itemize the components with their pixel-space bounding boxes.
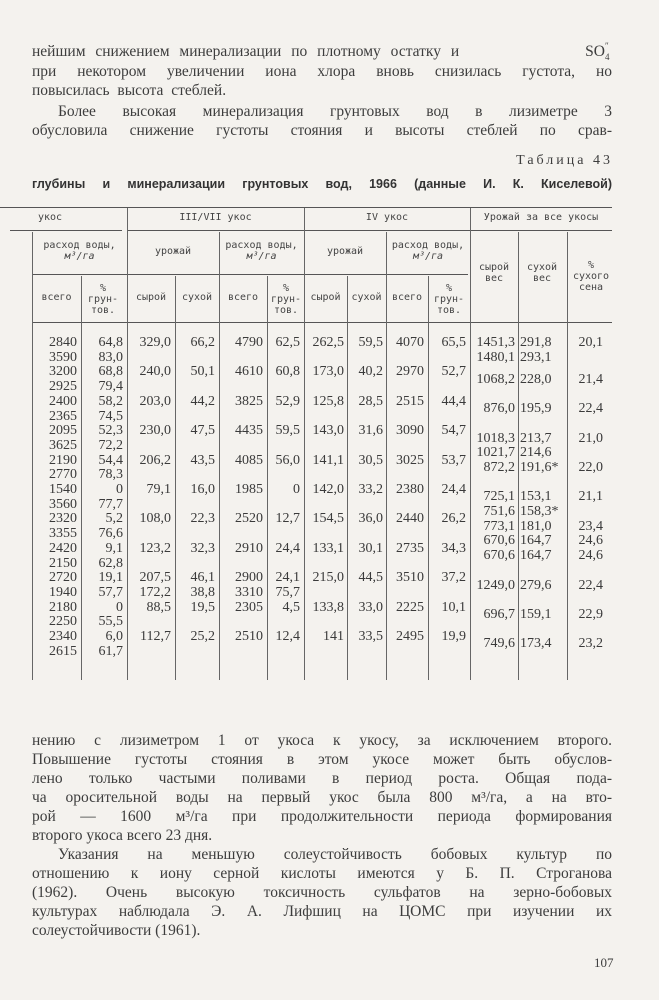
table-vline bbox=[518, 232, 519, 680]
cell-water-pct: 57,7 bbox=[98, 584, 123, 600]
text-line: лено только частыми поливами в период роста. Общая пода- bbox=[32, 770, 612, 787]
cell-cut3-dry: 25,2 bbox=[190, 629, 215, 644]
cell-cut3-dry: 38,8 bbox=[190, 584, 215, 600]
cell-cut3-raw: 112,7 bbox=[140, 629, 171, 644]
cell-cut4-dry: 31,6 bbox=[358, 423, 383, 439]
cell-cut3-raw: 172,2 bbox=[139, 584, 171, 600]
cell-cut4-water-total: 3090 bbox=[396, 423, 424, 439]
cell-total-dry-weight: 291,8 bbox=[520, 335, 552, 350]
cell-total-raw-weight: 1480,1 bbox=[476, 349, 515, 365]
cell-cut3-water-total: 3825 bbox=[235, 393, 263, 409]
cell-cut3-water-pct: 52,9 bbox=[275, 393, 300, 409]
cell-total-raw-weight: 749,6 bbox=[483, 636, 515, 652]
cell-cut3-raw: 206,2 bbox=[139, 452, 171, 468]
cell-cut3-raw: 79,1 bbox=[146, 482, 171, 497]
cell-cut3-water-total: 4435 bbox=[235, 423, 263, 439]
text-line: солеустойчивости (1961). bbox=[32, 922, 201, 939]
header-raw: сырой bbox=[135, 292, 167, 303]
cell-water-pct: 76,6 bbox=[98, 526, 123, 542]
cell-water-total: 2365 bbox=[49, 408, 77, 424]
cell-cut4-raw: 125,8 bbox=[312, 393, 344, 409]
cell-total-pct-dry-hay: 23,2 bbox=[578, 636, 603, 652]
cell-total-raw-weight: 725,1 bbox=[483, 489, 515, 505]
cell-total-dry-weight: 191,6* bbox=[520, 459, 559, 475]
cell-water-total: 2180 bbox=[49, 599, 77, 615]
cell-cut3-dry: 43,5 bbox=[190, 452, 215, 468]
cell-cut4-dry: 33,2 bbox=[358, 482, 383, 497]
formula-text: SO bbox=[585, 43, 605, 60]
cell-water-pct: 55,5 bbox=[98, 614, 123, 630]
cell-cut4-raw: 262,5 bbox=[312, 335, 344, 350]
cell-cut3-water-total: 2520 bbox=[235, 511, 263, 527]
cell-cut3-water-total: 1985 bbox=[235, 482, 263, 497]
cell-water-total: 3200 bbox=[49, 364, 77, 380]
cell-cut3-raw: 240,0 bbox=[139, 364, 171, 380]
cell-cut4-water-total: 2495 bbox=[396, 629, 424, 644]
cell-cut3-water-pct: 24,1 bbox=[275, 570, 300, 586]
cell-water-total: 2340 bbox=[49, 629, 77, 644]
cell-total-dry-weight: 214,6 bbox=[520, 445, 552, 461]
text-line: второго укоса всего 23 дня. bbox=[32, 827, 213, 844]
cell-cut3-water-total: 2305 bbox=[235, 599, 263, 615]
cell-water-pct: 62,8 bbox=[98, 555, 123, 571]
cell-cut3-raw: 108,0 bbox=[139, 511, 171, 527]
cell-total-raw-weight: 872,2 bbox=[483, 459, 515, 475]
cell-total-raw-weight: 1249,0 bbox=[476, 577, 515, 593]
header-dry-weight: сухой вес bbox=[526, 262, 558, 284]
header-text: расход воды, bbox=[391, 240, 465, 251]
cell-water-pct: 83,0 bbox=[98, 349, 123, 365]
header-pct-ground: % грун- тов. bbox=[270, 283, 302, 316]
text-line: отношению к иону серной кислоты имеются у Б. П. Строганова bbox=[32, 865, 612, 882]
table-vline bbox=[428, 276, 429, 680]
cell-cut3-water-pct: 75,7 bbox=[275, 584, 300, 600]
cell-cut3-water-pct: 60,8 bbox=[275, 364, 300, 380]
cell-cut3-raw: 230,0 bbox=[139, 423, 171, 439]
cell-cut3-water-pct: 62,5 bbox=[275, 335, 300, 350]
cell-water-total: 1540 bbox=[49, 482, 77, 497]
cell-total-dry-weight: 195,9 bbox=[520, 401, 552, 417]
cell-total-raw-weight: 696,7 bbox=[483, 606, 515, 622]
cell-cut3-water-pct: 0 bbox=[293, 482, 300, 497]
header-cut: укос bbox=[37, 212, 63, 223]
cell-water-pct: 6,0 bbox=[105, 629, 123, 644]
cell-cut4-water-total: 2515 bbox=[396, 393, 424, 409]
cell-cut4-water-pct: 52,7 bbox=[441, 364, 466, 380]
cell-total-pct-dry-hay: 24,6 bbox=[578, 548, 603, 564]
cell-total-dry-weight: 213,7 bbox=[520, 430, 552, 446]
cell-water-pct: 74,5 bbox=[98, 408, 123, 424]
cell-water-total: 3590 bbox=[49, 349, 77, 365]
cell-water-pct: 9,1 bbox=[105, 540, 123, 556]
cell-cut4-water-total: 3510 bbox=[396, 570, 424, 586]
cell-cut3-water-total: 4790 bbox=[235, 335, 263, 350]
cell-water-pct: 54,4 bbox=[98, 452, 123, 468]
cell-cut3-raw: 203,0 bbox=[139, 393, 171, 409]
cell-water-pct: 5,2 bbox=[105, 511, 123, 527]
cell-water-pct: 52,3 bbox=[98, 423, 123, 439]
cell-cut3-water-total: 2910 bbox=[235, 540, 263, 556]
cell-cut3-water-total: 4085 bbox=[235, 452, 263, 468]
cell-water-pct: 72,2 bbox=[98, 437, 123, 453]
cell-water-total: 2095 bbox=[49, 423, 77, 439]
cell-cut4-water-total: 2970 bbox=[396, 364, 424, 380]
header-unit: м³/га bbox=[246, 251, 277, 262]
cell-total-dry-weight: 164,7 bbox=[520, 548, 552, 564]
header-dry: сухой bbox=[351, 292, 382, 303]
cell-water-total: 2250 bbox=[49, 614, 77, 630]
text-line: Повышение густоты стояния в этом укосе может быть обуслов- bbox=[32, 751, 612, 768]
text-line bbox=[32, 42, 612, 61]
cell-cut4-dry: 33,5 bbox=[358, 629, 383, 644]
cell-cut4-water-pct: 44,4 bbox=[441, 393, 466, 409]
header-total: всего bbox=[391, 292, 423, 303]
cell-total-dry-weight: 153,1 bbox=[520, 489, 552, 505]
cell-total-dry-weight: 159,1 bbox=[520, 606, 552, 622]
cell-total-raw-weight: 670,6 bbox=[483, 548, 515, 564]
cell-total-dry-weight: 279,6 bbox=[520, 577, 552, 593]
table-vline bbox=[567, 232, 568, 680]
cell-cut3-dry: 50,1 bbox=[190, 364, 215, 380]
text-line-body: нейшим снижением минерализации по плотному остатку и bbox=[32, 43, 460, 60]
cell-total-raw-weight: 876,0 bbox=[483, 401, 515, 417]
cell-total-pct-dry-hay: 20,1 bbox=[578, 335, 603, 350]
text-line: нению с лизиметром 1 от укоса к укосу, за исключением второго. bbox=[32, 732, 612, 749]
cell-water-total: 3560 bbox=[49, 496, 77, 512]
cell-total-raw-weight: 1068,2 bbox=[476, 371, 515, 387]
table-caption: глубины и минерализации грунтовых вод, 1966 (данные И. К. Киселевой) bbox=[32, 177, 612, 191]
cell-water-total: 2320 bbox=[49, 511, 77, 527]
cell-cut3-raw: 123,2 bbox=[139, 540, 171, 556]
cell-water-pct: 79,4 bbox=[98, 379, 123, 395]
cell-water-pct: 19,1 bbox=[98, 570, 123, 586]
text-line: обусловила снижение густоты стояния и высоты стеблей по срав- bbox=[32, 122, 612, 139]
cell-cut4-water-total: 2440 bbox=[396, 511, 424, 527]
cell-cut3-water-pct: 59,5 bbox=[275, 423, 300, 439]
cell-cut3-water-pct: 12,7 bbox=[275, 511, 300, 527]
cell-water-pct: 64,8 bbox=[98, 335, 123, 350]
cell-water-pct: 77,7 bbox=[98, 496, 123, 512]
header-unit: м³/га bbox=[64, 251, 95, 262]
cell-cut3-water-total: 2510 bbox=[235, 629, 263, 644]
cell-cut3-raw: 207,5 bbox=[139, 570, 171, 586]
cell-water-pct: 78,3 bbox=[98, 467, 123, 483]
table-vline bbox=[267, 276, 268, 680]
text-line: (1962). Очень высокую токсичность сульфатов на зерно-бобовых bbox=[32, 884, 612, 901]
cell-water-total: 3625 bbox=[49, 437, 77, 453]
cell-water-pct: 0 bbox=[116, 482, 123, 497]
cell-total-dry-weight: 228,0 bbox=[520, 371, 552, 387]
table-rule bbox=[32, 274, 468, 275]
cell-cut4-water-total: 3025 bbox=[396, 452, 424, 468]
cell-cut4-raw: 143,0 bbox=[312, 423, 344, 439]
table-rule bbox=[32, 322, 612, 323]
cell-cut4-water-pct: 26,2 bbox=[441, 511, 466, 527]
cell-cut4-water-pct: 19,9 bbox=[441, 629, 466, 644]
header-yield: урожай bbox=[154, 246, 192, 257]
cell-total-pct-dry-hay: 21,0 bbox=[578, 430, 603, 446]
cell-total-dry-weight: 158,3* bbox=[520, 504, 559, 520]
cell-cut3-dry: 22,3 bbox=[190, 511, 215, 527]
table-rule bbox=[0, 207, 612, 208]
cell-cut4-raw: 142,0 bbox=[312, 482, 344, 497]
header-dry: сухой bbox=[181, 292, 213, 303]
header-total: всего bbox=[227, 292, 259, 303]
cell-cut4-water-pct: 65,5 bbox=[441, 335, 466, 350]
header-water-use bbox=[32, 240, 127, 262]
text-line: ча оросительной воды на первый укос была 800 м³/га, а на вто- bbox=[32, 789, 612, 806]
header-cut-3-7: III/VII укос bbox=[179, 212, 252, 223]
cell-cut4-water-pct: 53,7 bbox=[441, 452, 466, 468]
cell-total-dry-weight: 293,1 bbox=[520, 349, 552, 365]
header-yield: урожай bbox=[326, 246, 364, 257]
cell-cut4-dry: 30,5 bbox=[358, 452, 383, 468]
cell-cut4-raw: 133,8 bbox=[312, 599, 344, 615]
cell-water-total: 2400 bbox=[49, 393, 77, 409]
cell-cut4-dry: 33,0 bbox=[358, 599, 383, 615]
cell-total-pct-dry-hay: 21,4 bbox=[578, 371, 603, 387]
table-vline bbox=[175, 276, 176, 680]
cell-cut4-raw: 154,5 bbox=[312, 511, 344, 527]
cell-total-pct-dry-hay: 23,4 bbox=[578, 518, 603, 534]
cell-cut3-raw: 88,5 bbox=[146, 599, 171, 615]
header-text: расход воды, bbox=[225, 240, 298, 251]
cell-total-raw-weight: 773,1 bbox=[483, 518, 515, 534]
cell-cut4-raw: 133,1 bbox=[312, 540, 344, 556]
cell-cut4-water-pct: 24,4 bbox=[441, 482, 466, 497]
header-raw: сырой bbox=[310, 292, 341, 303]
table-rule bbox=[10, 230, 122, 231]
cell-total-pct-dry-hay: 22,0 bbox=[578, 459, 603, 475]
header-unit: м³/га bbox=[412, 251, 444, 262]
header-water-use bbox=[219, 240, 304, 262]
cell-cut4-raw: 141,1 bbox=[312, 452, 344, 468]
text-line: при некотором увеличении иона хлора вновь снизилась густота, но bbox=[32, 63, 612, 80]
text-line: культурах наблюдала Э. А. Лифшиц на ЦОМС при изучении их bbox=[32, 903, 612, 920]
table-vline bbox=[304, 208, 305, 680]
header-all-cuts: Урожай за все укосы bbox=[483, 212, 599, 223]
cell-cut4-dry: 59,5 bbox=[358, 335, 383, 350]
formula-sub: 4 bbox=[605, 52, 610, 62]
cell-water-total: 2840 bbox=[49, 335, 77, 350]
cell-total-dry-weight: 164,7 bbox=[520, 533, 552, 549]
table-vline bbox=[81, 276, 82, 680]
cell-water-total: 3355 bbox=[49, 526, 77, 542]
cell-cut3-water-total: 3310 bbox=[235, 584, 263, 600]
table-vline bbox=[127, 208, 128, 680]
header-pct-dry-hay: % сухого сена bbox=[572, 260, 610, 293]
cell-cut3-dry: 32,3 bbox=[190, 540, 215, 556]
table-label: Таблица 43 bbox=[516, 153, 613, 168]
cell-water-total: 2420 bbox=[49, 540, 77, 556]
header-cut-4: IV укос bbox=[365, 212, 409, 223]
cell-cut4-dry: 28,5 bbox=[358, 393, 383, 409]
text-line: Указания на меньшую солеустойчивость бобовых культур по bbox=[58, 846, 612, 863]
header-raw-weight: сырой вес bbox=[478, 262, 510, 284]
cell-water-pct: 61,7 bbox=[98, 643, 123, 659]
cell-water-total: 2150 bbox=[49, 555, 77, 571]
cell-cut4-water-total: 2380 bbox=[396, 482, 424, 497]
cell-water-pct: 0 bbox=[116, 599, 123, 615]
cell-total-raw-weight: 670,6 bbox=[483, 533, 515, 549]
cell-water-pct: 58,2 bbox=[98, 393, 123, 409]
cell-total-pct-dry-hay: 21,1 bbox=[578, 489, 603, 505]
cell-cut4-water-pct: 34,3 bbox=[441, 540, 466, 556]
header-pct-ground: % грун- тов. bbox=[87, 283, 119, 316]
cell-water-total: 2720 bbox=[49, 570, 77, 586]
cell-cut3-dry: 47,5 bbox=[190, 423, 215, 439]
cell-total-raw-weight: 1018,3 bbox=[476, 430, 515, 446]
cell-cut3-dry: 44,2 bbox=[190, 393, 215, 409]
table-vline bbox=[470, 208, 471, 680]
cell-cut3-water-pct: 56,0 bbox=[275, 452, 300, 468]
cell-cut3-dry: 16,0 bbox=[190, 482, 215, 497]
cell-cut3-water-pct: 12,4 bbox=[275, 629, 300, 644]
cell-cut4-water-total: 4070 bbox=[396, 335, 424, 350]
cell-cut3-water-pct: 24,4 bbox=[275, 540, 300, 556]
cell-total-pct-dry-hay: 22,9 bbox=[578, 606, 603, 622]
cell-water-total: 2925 bbox=[49, 379, 77, 395]
table-rule bbox=[128, 230, 612, 231]
cell-cut4-dry: 44,5 bbox=[358, 570, 383, 586]
formula-sup: ″ bbox=[605, 41, 609, 51]
cell-cut3-raw: 329,0 bbox=[139, 335, 171, 350]
cell-cut4-water-pct: 54,7 bbox=[441, 423, 466, 439]
cell-cut4-dry: 40,2 bbox=[358, 364, 383, 380]
text-line: повысилась высота стеблей. bbox=[32, 82, 227, 99]
cell-cut4-water-pct: 10,1 bbox=[441, 599, 466, 615]
cell-cut4-dry: 36,0 bbox=[358, 511, 383, 527]
cell-total-pct-dry-hay: 22,4 bbox=[578, 577, 603, 593]
cell-water-total: 2190 bbox=[49, 452, 77, 468]
header-total: всего bbox=[41, 292, 72, 303]
header-text: расход воды, bbox=[43, 240, 116, 251]
cell-water-total: 1940 bbox=[49, 584, 77, 600]
cell-cut4-raw: 173,0 bbox=[312, 364, 344, 380]
page-number: 107 bbox=[594, 955, 614, 970]
header-pct-ground: % грун- тов. bbox=[433, 283, 465, 316]
cell-total-pct-dry-hay: 22,4 bbox=[578, 401, 603, 417]
cell-total-raw-weight: 751,6 bbox=[483, 504, 515, 520]
sulfate-formula bbox=[585, 42, 612, 61]
cell-cut3-water-pct: 4,5 bbox=[282, 599, 300, 615]
cell-cut4-water-total: 2225 bbox=[396, 599, 424, 615]
cell-water-total: 2770 bbox=[49, 467, 77, 483]
cell-cut3-water-total: 4610 bbox=[235, 364, 263, 380]
cell-total-raw-weight: 1021,7 bbox=[476, 445, 515, 461]
cell-cut4-water-pct: 37,2 bbox=[441, 570, 466, 586]
cell-cut4-dry: 30,1 bbox=[358, 540, 383, 556]
table-vline bbox=[347, 276, 348, 680]
text-line: рой — 1600 м³/га при продолжительности периода формирования bbox=[32, 808, 612, 825]
cell-total-dry-weight: 173,4 bbox=[520, 636, 552, 652]
text-line: Более высокая минерализация грунтовых вод в лизиметре 3 bbox=[58, 103, 612, 120]
cell-cut3-water-total: 2900 bbox=[235, 570, 263, 586]
cell-cut3-dry: 66,2 bbox=[190, 335, 215, 350]
cell-water-total: 2615 bbox=[49, 643, 77, 659]
cell-total-dry-weight: 181,0 bbox=[520, 518, 552, 534]
cell-cut4-raw: 215,0 bbox=[312, 570, 344, 586]
cell-total-raw-weight: 1451,3 bbox=[476, 335, 515, 350]
cell-water-pct: 68,8 bbox=[98, 364, 123, 380]
cell-total-pct-dry-hay: 24,6 bbox=[578, 533, 603, 549]
header-water-use bbox=[386, 240, 470, 262]
cell-cut4-raw: 141 bbox=[323, 629, 344, 644]
cell-cut3-dry: 19,5 bbox=[190, 599, 215, 615]
cell-cut4-water-total: 2735 bbox=[396, 540, 424, 556]
cell-cut3-dry: 46,1 bbox=[190, 570, 215, 586]
